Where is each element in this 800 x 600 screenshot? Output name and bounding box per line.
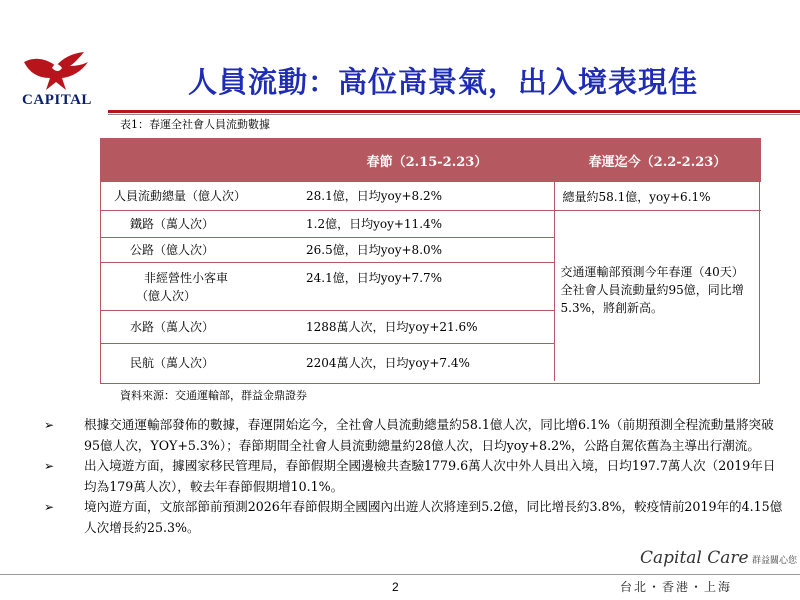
right-summary-forecast: [554, 210, 761, 381]
brand-tagline: 群益關心您: [752, 556, 798, 566]
row-value-air: 2204萬人次，日均yoy+7.4%: [306, 355, 470, 370]
table-header-spring-festival: 春節（2.15-2.23）: [300, 138, 554, 182]
flow-data-table: [100, 138, 761, 381]
bullet-text: 出入境遊方面，據國家移民管理局，春節假期全國邊檢共查驗1779.6萬人次中外人員出入境，日均197.7萬人次（2019年日均為179萬人次），較去年春節假期增10.1%。: [84, 458, 776, 494]
footer-divider: [0, 574, 800, 575]
table-header-row: [100, 138, 761, 182]
row-value-private-car: 24.1億，日均yoy+7.7%: [300, 262, 554, 310]
table-row: [100, 210, 761, 237]
row-label-private-car-line1: 非經營性小客車: [144, 270, 229, 285]
logo-text: CAPITAL: [22, 92, 92, 108]
row-label-air: 民航（萬人次）: [130, 355, 215, 370]
table-source: 資料來源：交通運輸部，群益金鼎證券: [120, 389, 307, 402]
bullet-item: [44, 415, 784, 456]
row-label-private-car-line2: （億人次）: [136, 288, 197, 303]
table-row: [100, 182, 761, 210]
row-label-road: 公路（億人次）: [100, 237, 300, 262]
title-divider-red: [108, 110, 800, 113]
footer-cities: 台北・香港・上海: [620, 580, 733, 594]
arrow-bullet-icon: ➢: [44, 500, 55, 514]
title-divider-gray: [108, 114, 800, 115]
right-summary-total: 總量約58.1億，yoy+6.1%: [554, 182, 761, 210]
bullet-text: 根據交通運輸部發佈的數據，春運開始迄今，全社會人員流動總量約58.1億人次，同比增6.1%（前期預測全程流動量將突破95億人次，YOY+5.3%）；春節期間全社會人員流動總量約28億人次，日均yoy+8.2%，公路自駕依舊為主導出行潮流。: [84, 417, 774, 453]
arrow-bullet-icon: ➢: [44, 418, 55, 432]
row-label-water: 水路（萬人次）: [100, 310, 300, 343]
forecast-text: 交通運輸部預測今年春運（40天）全社會人員流動量約95億，同比增5.3%，將創新高。: [560, 264, 744, 315]
table-caption: 表1：春運全社會人員流動數據: [120, 118, 270, 131]
row-value-water: 1288萬人次，日均yoy+21.6%: [300, 310, 554, 343]
bullet-list: [44, 415, 784, 538]
bullet-text: 境內遊方面，文旅部節前預測2026年春節假期全國國內出遊人次將達到5.2億，同比增長約3.8%，較疫情前2019年的4.15億人次增長約25.3%。: [84, 499, 783, 535]
footer-brand: [640, 548, 800, 570]
row-value-road: 26.5億，日均yoy+8.0%: [300, 237, 554, 262]
bullet-item: [44, 497, 784, 538]
brand-script: Capital Care: [640, 548, 749, 568]
page-number: 2: [392, 580, 399, 594]
table-header-blank: [100, 138, 300, 182]
row-value-rail: 1.2億，日均yoy+11.4%: [300, 210, 554, 237]
page-title: 人員流動：高位高景氣，出入境表現佳: [187, 65, 698, 99]
eagle-logo-icon: [22, 52, 92, 92]
bullet-item: [44, 456, 784, 497]
row-value-total: 28.1億，日均yoy+8.2%: [300, 182, 554, 210]
arrow-bullet-icon: ➢: [44, 459, 55, 473]
row-label-private-car: [100, 262, 300, 310]
company-logo: [8, 52, 106, 112]
table-header-spring-travel: 春運迄今（2.2-2.23）: [554, 138, 761, 182]
row-label-rail: 鐵路（萬人次）: [100, 210, 300, 237]
row-label-total: 人員流動總量（億人次）: [100, 182, 300, 210]
